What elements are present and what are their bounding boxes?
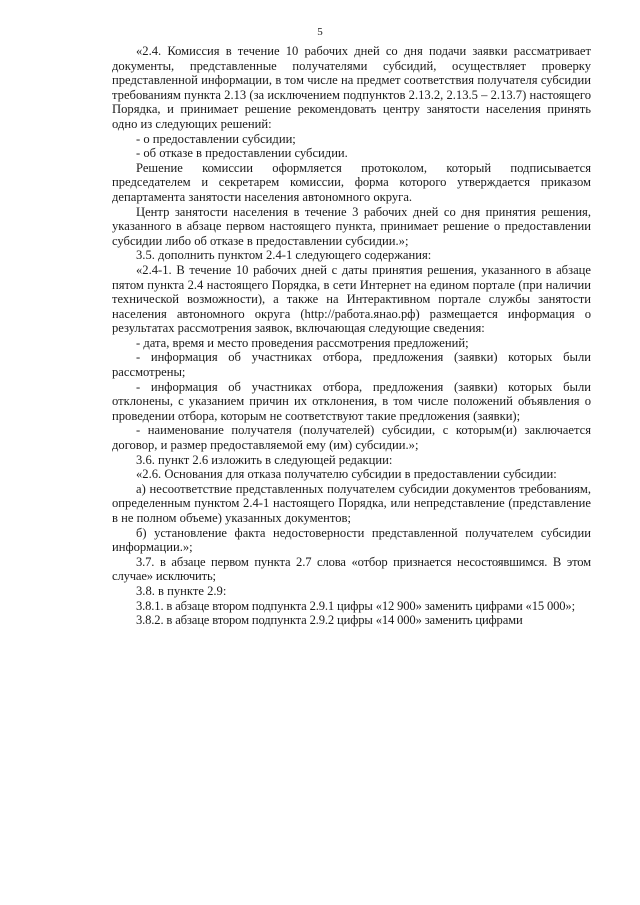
paragraph-3-5: 3.5. дополнить пунктом 2.4-1 следующего содержания: (136, 248, 432, 263)
list-item-rejected: - информация об участниках отбора, предложения (заявки) которых были отклонены, с указанием причин их отклонения, в том числе положений объявления о проведении отбора, которым не соответствуют такие предложения (заявки); (112, 379, 591, 423)
paragraph-3-8: 3.8. в пункте 2.9: (136, 583, 227, 598)
paragraph-3-6: 3.6. пункт 2.6 изложить в следующей редакции: (136, 452, 393, 467)
list-item-recipient: - наименование получателя (получателей) субсидии, с которым(и) заключается договор, и размер предоставляемой ему (им) субсидии.»; (112, 423, 591, 453)
document-body (112, 44, 591, 628)
page-number: 5 (317, 26, 323, 38)
paragraph-commission-decision: Решение комиссии оформляется протоколом, который подписывается председателем и секретарем комиссии, форма которого утверждается приказом департамента занятости населения автономного округа. (112, 160, 591, 204)
paragraph-3-8-2: 3.8.2. в абзаце втором подпункта 2.9.2 цифры «14 000» заменить цифрами (136, 613, 523, 628)
paragraph-3-8-1: 3.8.1. в абзаце втором подпункта 2.9.1 цифры «12 900» заменить цифрами «15 000»; (136, 598, 575, 613)
paragraph-employment-center: Центр занятости населения в течение 3 рабочих дней со дня принятия решения, указанного в абзаце первом настоящего пункта, принимает решение о предоставлении субсидии либо об отказе в предоставлении субсидии.»; (112, 204, 591, 248)
list-item-b: б) установление факта недостоверности представленной получателем субсидии информации.»; (112, 525, 591, 555)
list-item-grant: - о предоставлении субсидии; (136, 131, 296, 146)
paragraph-2-6: «2.6. Основания для отказа получателю субсидии в предоставлении субсидии: (136, 467, 557, 482)
list-item-reviewed: - информация об участниках отбора, предложения (заявки) которых были рассмотрены; (112, 350, 591, 380)
list-item-a: а) несоответствие представленных получателем субсидии документов требованиям, определенным пунктом 2.4-1 настоящего Порядка, или непредставление (представление в не полном объеме) указанных документов; (112, 481, 591, 525)
paragraph-2-4: «2.4. Комиссия в течение 10 рабочих дней со дня подачи заявки рассматривает документы, представленные получателями субсидий, осуществляет проверку представленной информации, в том числе на предмет соответствия получателя субсидии требованиям пункта 2.13 (за исключением подпунктов 2.13.2, 2.13.5 – 2.13.7) настоящего Порядка, и принимает решение рекомендовать центру занятости населения принять одно из следующих решений: (112, 44, 591, 131)
paragraph-3-7: 3.7. в абзаце первом пункта 2.7 слова «отбор признается несостоявшимся. В этом случае» исключить; (112, 554, 591, 584)
list-item-date-time: - дата, время и место проведения рассмотрения предложений; (136, 335, 469, 350)
paragraph-2-4-1: «2.4-1. В течение 10 рабочих дней с даты принятия решения, указанного в абзаце пятом пункта 2.4 настоящего Порядка, в сети Интернет на едином портале (при наличии технической возможности), а также на Интерактивном портале службы занятости населения автономного округа (http://работа.янао.рф) размещается информация о результатах рассмотрения заявок, включающая следующие сведения: (112, 262, 591, 336)
list-item-refusal: - об отказе в предоставлении субсидии. (136, 146, 348, 161)
